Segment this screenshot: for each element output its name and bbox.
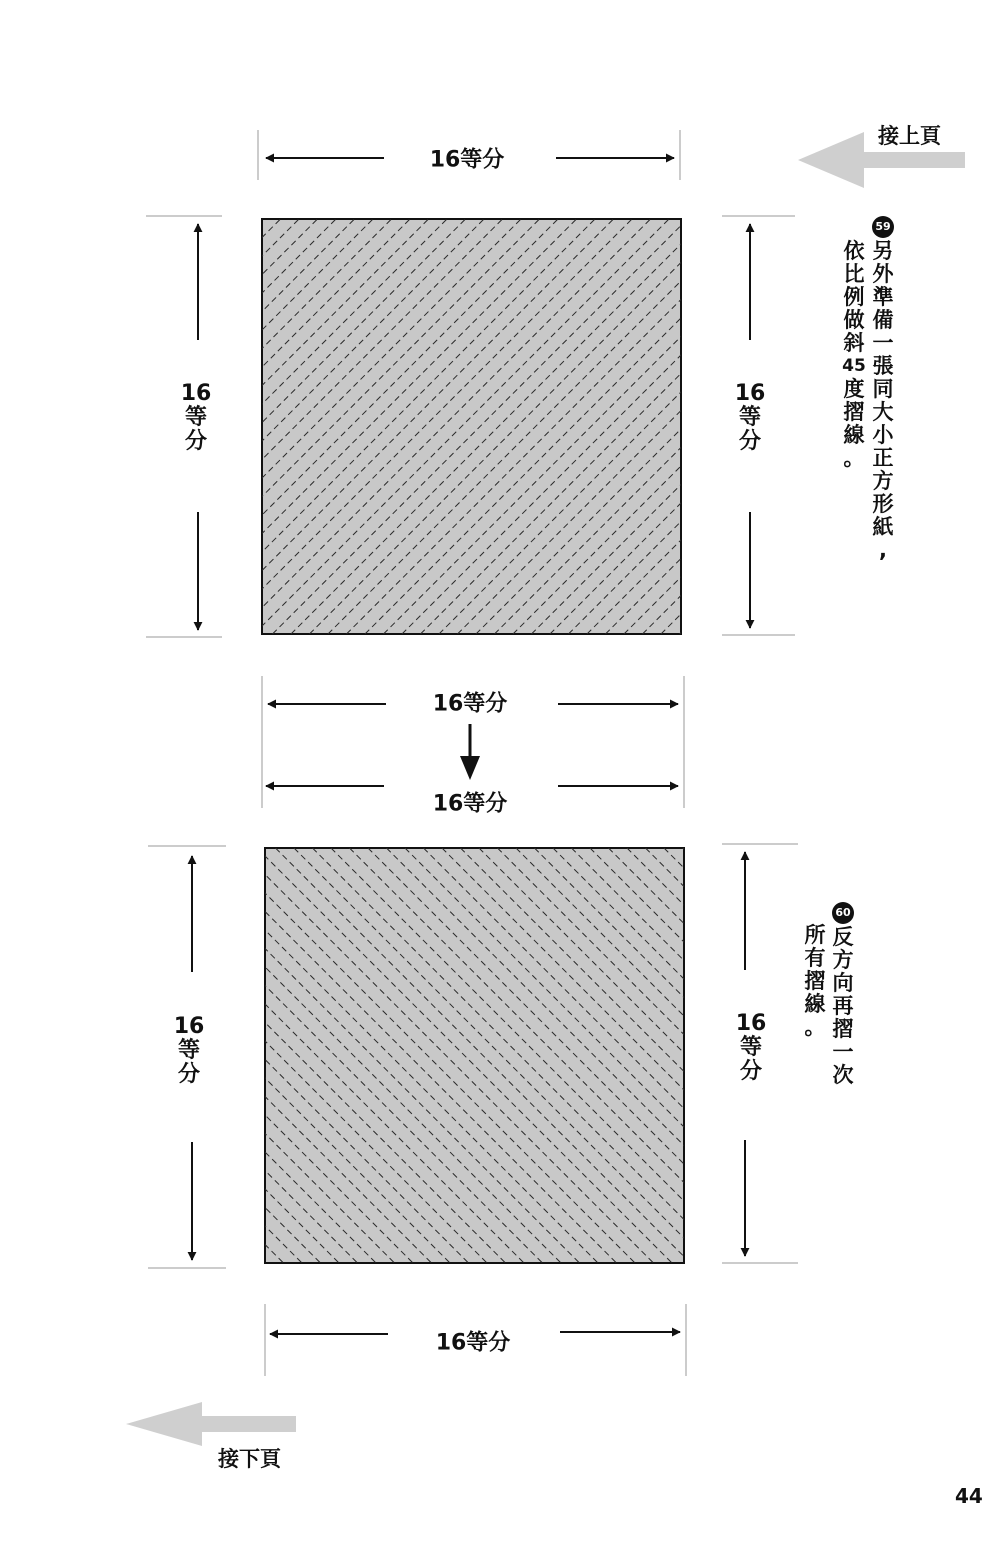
prev-page-label: 接上頁	[878, 124, 941, 148]
step-60-number: 60	[832, 902, 854, 924]
dimension-label-left-a: 16 等 分	[180, 381, 212, 454]
step-59-line-1: 59 另 外 準 備 一 張 同 大 小 正 方 形 紙 ,	[871, 216, 895, 562]
step-60-line-1: 60 反 方 向 再 摺 一 次	[831, 902, 855, 1087]
fold-line	[680, 219, 1000, 634]
dimension-label-right-a: 16 等 分	[734, 381, 766, 454]
dimension-label-bottom: 16等分	[435, 1330, 511, 1356]
step-59-line-2: 依 比 例 做 斜 45 度 摺 線 。	[842, 239, 866, 470]
fold-line	[661, 219, 1000, 634]
fold-line	[0, 219, 262, 634]
dimension-label-left-b: 16 等 分	[173, 1014, 205, 1087]
step-60-line-2: 所 有 摺 線 。	[804, 923, 826, 1039]
next-page-label: 接下頁	[218, 1447, 281, 1471]
fold-line	[643, 219, 1000, 634]
step-59-number: 59	[872, 216, 894, 238]
dimension-label-mid-1: 16等分	[432, 691, 508, 717]
step-transition-arrow	[460, 724, 480, 780]
dimension-label-mid-2: 16等分	[432, 791, 508, 817]
fold-line	[646, 848, 1000, 1263]
fold-line	[0, 848, 265, 1263]
page-number: 44	[955, 1484, 983, 1508]
fold-line	[0, 848, 284, 1263]
next-page-arrow	[126, 1402, 296, 1446]
fold-line	[0, 219, 299, 634]
dimension-label-top: 16等分	[429, 147, 505, 173]
fold-line	[0, 219, 281, 634]
fold-line	[0, 848, 302, 1263]
dimension-label-right-b: 16 等 分	[735, 1011, 767, 1084]
